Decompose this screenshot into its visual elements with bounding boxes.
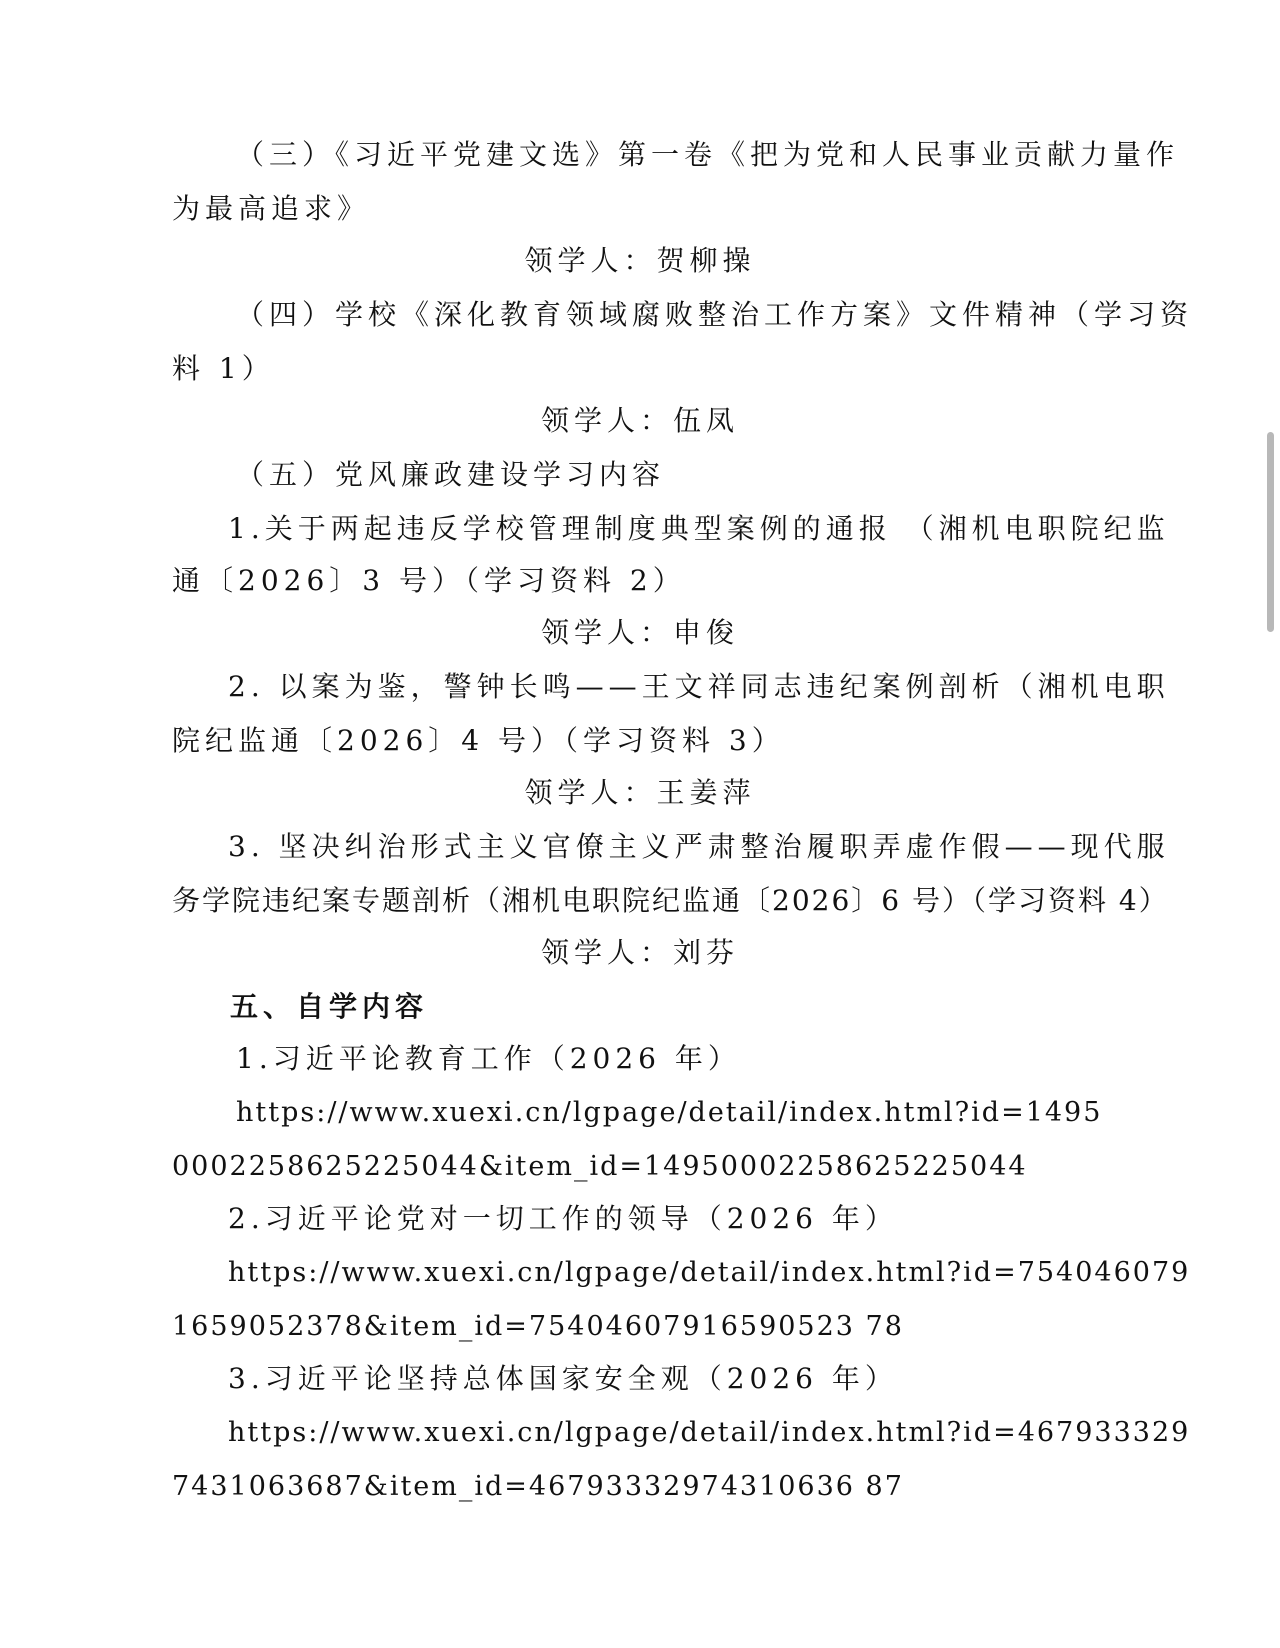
section-heading: 五、自学内容 <box>230 990 429 1023</box>
text-line: 1.习近平论教育工作（2026 年） <box>236 1042 741 1075</box>
leader-line: 领学人：刘芬 <box>540 936 739 969</box>
leader-line: 领学人：伍凤 <box>540 404 739 437</box>
leader-line: 领学人：申俊 <box>540 616 739 649</box>
leader-line: 领学人：王姜萍 <box>524 776 756 809</box>
text-line: 为最高追求》 <box>172 192 371 225</box>
leader-line: 领学人：贺柳操 <box>524 244 756 277</box>
text-line: 2. 以案为鉴，警钟长鸣——王文祥同志违纪案例剖析（湘机电职 <box>228 670 1170 703</box>
scrollbar[interactable] <box>1267 432 1274 632</box>
url-line: https://www.xuexi.cn/lgpage/detail/index.html?id=467933329 <box>228 1417 1191 1448</box>
text-line: （三）《习近平党建文选》第一卷《把为党和人民事业贡献力量作 <box>236 138 1180 171</box>
url-line: 7431063687&item_id=46793332974310636 87 <box>172 1471 904 1502</box>
url-line: 0002258625225044&item_id=14950002258625225044 <box>172 1151 1028 1182</box>
text-line: 3. 坚决纠治形式主义官僚主义严肃整治履职弄虚作假——现代服 <box>228 830 1170 863</box>
text-line: 料 1） <box>172 352 275 385</box>
text-line: 院纪监通〔2026〕4 号）（学习资料 3） <box>172 724 785 757</box>
text-line: （五）党风廉政建设学习内容 <box>236 458 666 491</box>
text-line: 通〔2026〕3 号）（学习资料 2） <box>172 564 686 597</box>
url-line: https://www.xuexi.cn/lgpage/detail/index.html?id=754046079 <box>228 1257 1191 1288</box>
text-line: 务学院违纪案专题剖析（湘机电职院纪监通〔2026〕6 号）（学习资料 4） <box>172 884 1169 917</box>
text-line: 2.习近平论党对一切工作的领导（2026 年） <box>228 1202 898 1235</box>
text-line: 3.习近平论坚持总体国家安全观（2026 年） <box>228 1362 898 1395</box>
text-line: 1.关于两起违反学校管理制度典型案例的通报 （湘机电职院纪监 <box>228 512 1170 545</box>
url-line: 1659052378&item_id=75404607916590523 78 <box>172 1311 904 1342</box>
url-line: https://www.xuexi.cn/lgpage/detail/index.html?id=1495 <box>236 1097 1103 1128</box>
text-line: （四）学校《深化教育领域腐败整治工作方案》文件精神（学习资 <box>236 298 1194 331</box>
